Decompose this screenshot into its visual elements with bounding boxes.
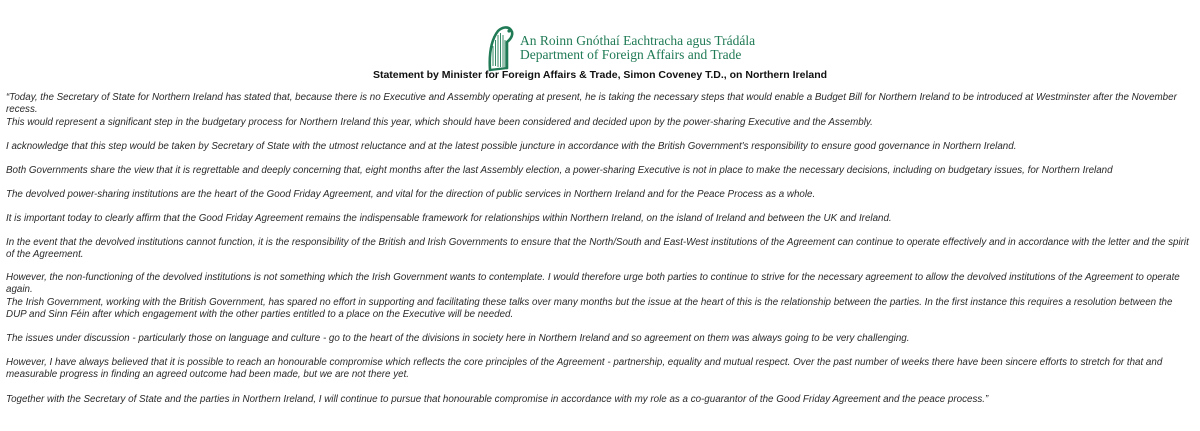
department-name-irish: An Roinn Gnóthaí Eachtracha agus Trádála xyxy=(520,33,756,48)
statement-paragraph: “Today, the Secretary of State for Northern Ireland has stated that, because there is no Executive and Assembly operating at present, he is taking the necessary steps that would enable a Budget Bill for Northern Ireland to be introduced at Westminster after the November recess. xyxy=(6,92,1177,115)
department-name-english: Department of Foreign Affairs and Trade xyxy=(520,47,742,62)
statement-paragraph: Both Governments share the view that it is regrettable and deeply concerning that, eight months after the last Assembly election, a power-sharing Executive is not in place to make the necessary decisions, including on budgetary issues, for Northern Ireland xyxy=(6,165,1113,176)
statement-paragraph: The devolved power-sharing institutions are the heart of the Good Friday Agreement, and vital for the direction of public services in Northern Ireland and for the Peace Process as a whole. xyxy=(6,189,816,200)
harp-icon xyxy=(484,24,518,72)
statement-paragraph: The Irish Government, working with the British Government, has spared no effort in supporting and facilitating these talks over many months but the issue at the heart of this is the relationship between the parties. In the first instance this requires a resolution between the DUP and Sinn Féin after which engagement with the other parties entitled to a place on the Executive will be needed. xyxy=(6,297,1173,320)
statement-title: Statement by Minister for Foreign Affairs & Trade, Simon Coveney T.D., on Northern Ireland xyxy=(372,69,828,81)
statement-paragraph: In the event that the devolved institutions cannot function, it is the responsibility of the British and Irish Governments to ensure that the North/South and East-West institutions of the Agreement can continue to operate effectively and in accordance with the letter and the spirit of the Agreement. xyxy=(6,237,1189,260)
statement-paragraph: This would represent a significant step in the budgetary process for Northern Ireland this year, which should have been considered and decided upon by the power-sharing Executive and the Assembly. xyxy=(6,117,873,128)
statement-paragraph: I acknowledge that this step would be taken by Secretary of State with the utmost reluctance and at the latest possible juncture in accordance with the British Government's responsibility to ensure good governance in Northern Ireland. xyxy=(6,141,1017,152)
statement-paragraph: It is important today to clearly affirm that the Good Friday Agreement remains the indispensable framework for relationships within Northern Ireland, on the island of Ireland and between the UK and Ireland. xyxy=(6,213,892,224)
department-header xyxy=(484,24,784,72)
statement-paragraph: The issues under discussion - particularly those on language and culture - go to the heart of the divisions in society here in Northern Ireland and so agreement on them was always going to be very challenging. xyxy=(6,333,910,344)
statement-paragraph: However, the non-functioning of the devolved institutions is not something which the Irish Government wants to contemplate. I would therefore urge both parties to continue to strive for the necessary agreement to allow the devolved institutions of the Agreement to operate again. xyxy=(6,272,1180,295)
statement-paragraph: Together with the Secretary of State and the parties in Northern Ireland, I will continue to pursue that honourable compromise in accordance with my role as a co-guarantor of the Good Friday Agreement and the peace process.” xyxy=(6,394,989,405)
statement-paragraph: However, I have always believed that it is possible to reach an honourable compromise which reflects the core principles of the Agreement - partnership, equality and mutual respect. Over the past number of weeks there have been sincere efforts to stretch for that and measurable progress in finding an agreed outcome had been made, but we are not there yet. xyxy=(6,357,1163,380)
